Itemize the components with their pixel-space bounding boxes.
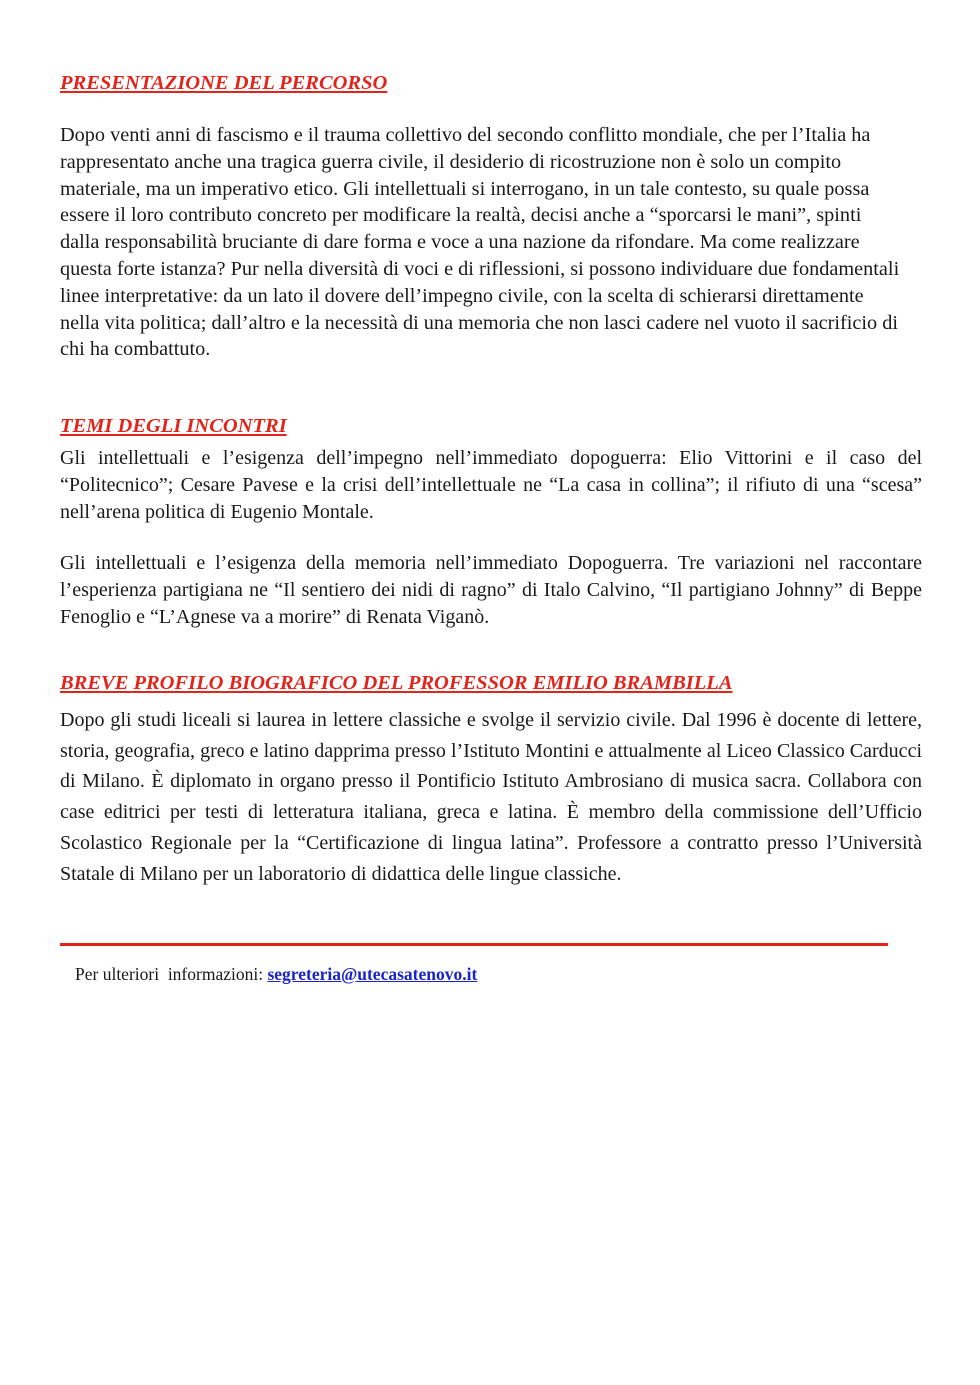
presentation-paragraph: Dopo venti anni di fascismo e il trauma collettivo del secondo conflitto mondiale, che per l’Italia ha rappresentato anche una tragica guerra civile, il desiderio di ricostruzione non è solo un compito materiale, ma un imperativo etico. Gli intellettuali si interrogano, in un tale contesto, su quale possa essere il loro contributo concreto per modificare la realtà, decisi anche a “sporcarsi le mani”, spinti dalla responsabilità bruciante di dare forma e voce a una nazione da rifondare. Ma come realizzare questa forte istanza? Pur nella diversità di voci e di riflessioni, si possono individuare due fondamentali linee interpretative: da un lato il dovere dell’impegno civile, con la scelta di schierarsi direttamente nella vita politica; dall’altro e la necessità di una memoria che non lasci cadere nel vuoto il sacrificio di chi ha combattuto. xyxy=(60,124,900,361)
section-heading-themes: TEMI DEGLI INCONTRI xyxy=(60,415,287,437)
section-heading-biography: BREVE PROFILO BIOGRAFICO DEL PROFESSOR EMILIO BRAMBILLA xyxy=(60,672,733,694)
themes-paragraph-commitment: Gli intellettuali e l’esigenza dell’impegno nell’immediato dopoguerra: Elio Vittorini e il caso del “Politecnico”; Cesare Pavese e la crisi dell’intellettuale ne “La casa in collina”; il rifiuto di una “scesa” nell’arena politica di Eugenio Montale. xyxy=(60,447,922,523)
themes-paragraph-memory: Gli intellettuali e l’esigenza della memoria nell’immediato Dopoguerra. Tre variazioni nel raccontare l’esperienza partigiana ne “Il sentiero dei nidi di ragno” di Italo Calvino, “Il partigiano Johnny” di Beppe Fenoglio e “L’Agnese va a morire” di Renata Viganò. xyxy=(60,552,922,628)
section-heading-presentation: PRESENTAZIONE DEL PERCORSO xyxy=(60,72,388,94)
footer-contact xyxy=(75,963,477,985)
footer-divider xyxy=(60,943,888,946)
biography-paragraph: Dopo gli studi liceali si laurea in lettere classiche e svolge il servizio civile. Dal 1996 è docente di lettere, storia, geografia, greco e latino dapprima presso l’Istituto Montini e attualmente al Liceo Classico Carducci di Milano. È diplomato in organo presso il Pontificio Istituto Ambrosiano di musica sacra. Collabora con case editrici per testi di letteratura italiana, greca e latina. È membro della commissione dell’Ufficio Scolastico Regionale per la “Certificazione di lingua latina”. Professore a contratto presso l’Università Statale di Milano per un laboratorio di didattica delle lingue classiche. xyxy=(60,709,922,885)
email-link[interactable]: segreteria@utecasatenovo.it xyxy=(267,964,478,984)
footer-label: Per ulteriori informazioni: xyxy=(75,964,268,984)
